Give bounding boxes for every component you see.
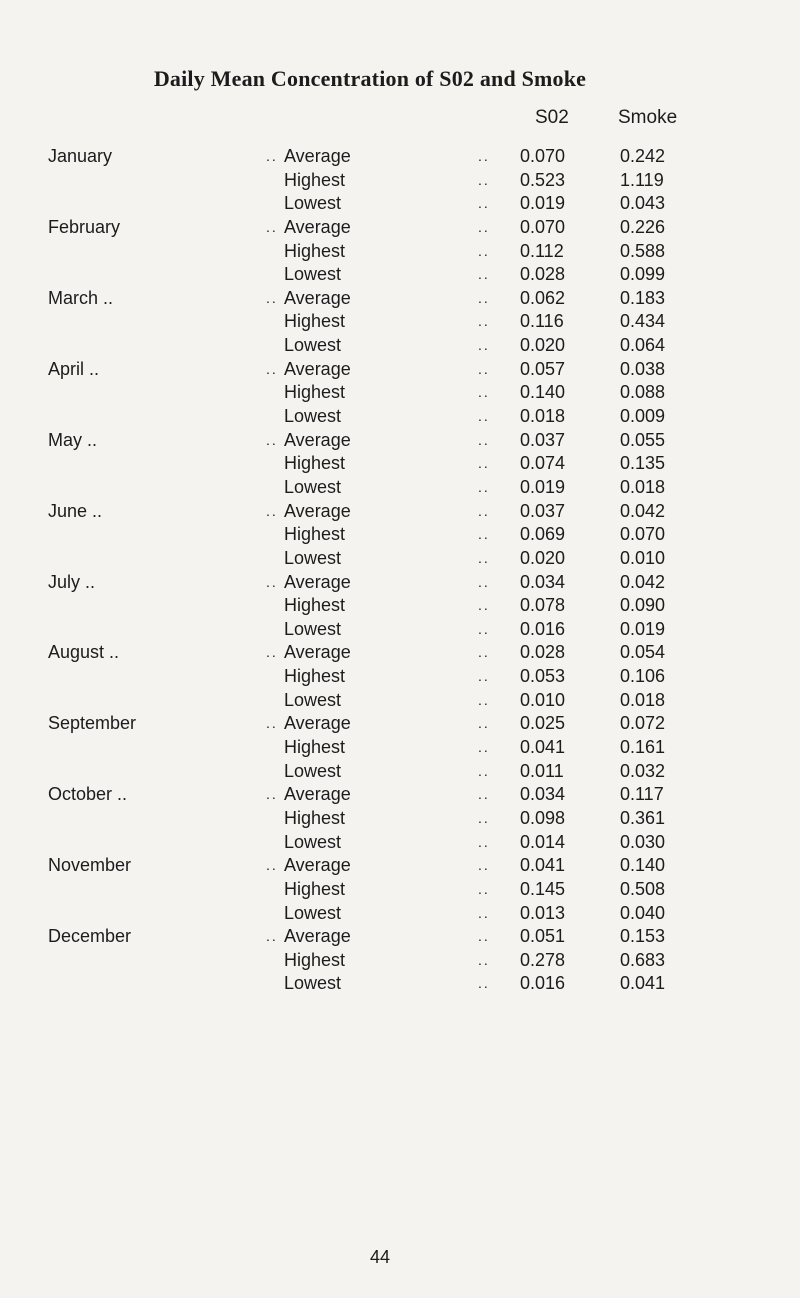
- table-row: [0, 618, 800, 642]
- statistic-label: Lowest: [284, 406, 342, 427]
- so2-value: 0.016: [520, 973, 566, 994]
- table-row: [0, 736, 800, 760]
- statistic-label: Average: [284, 642, 351, 663]
- smoke-value: 0.106: [620, 666, 666, 687]
- table-row: [0, 381, 800, 405]
- table-row: [0, 571, 800, 595]
- page-number: 44: [369, 1247, 391, 1267]
- leader-dots: ..: [266, 431, 278, 448]
- smoke-value: 0.090: [620, 595, 666, 616]
- so2-value: 0.062: [520, 287, 566, 308]
- leader-dots: ..: [478, 218, 490, 235]
- so2-value: 0.070: [520, 146, 566, 166]
- leader-dots: ..: [478, 526, 490, 543]
- so2-value: 0.112: [520, 240, 564, 261]
- leader-dots: ..: [478, 597, 490, 614]
- leader-dots: ..: [478, 478, 490, 495]
- table-row: [0, 854, 800, 878]
- leader-dots: ..: [478, 857, 490, 874]
- smoke-value: 0.070: [620, 524, 666, 545]
- so2-value: 0.116: [520, 311, 564, 332]
- leader-dots: ..: [478, 904, 490, 921]
- statistic-label: Highest: [284, 737, 346, 758]
- leader-dots: ..: [478, 502, 490, 519]
- smoke-value: 0.135: [620, 453, 666, 474]
- smoke-value: 0.088: [620, 382, 666, 403]
- smoke-value: 0.361: [620, 807, 666, 828]
- leader-dots: ..: [266, 644, 278, 661]
- month-label: May ..: [48, 429, 98, 450]
- so2-value: 0.037: [520, 429, 566, 450]
- leader-dots: ..: [478, 668, 490, 685]
- table-row: [0, 594, 800, 618]
- table-row: [0, 949, 800, 973]
- table-row: [0, 760, 800, 784]
- statistic-label: Highest: [284, 878, 346, 899]
- month-label: July ..: [48, 571, 96, 592]
- table-row: [0, 263, 800, 287]
- table-row: [0, 807, 800, 831]
- statistic-label: Highest: [284, 807, 346, 828]
- leader-dots: ..: [478, 148, 490, 164]
- statistic-label: Average: [284, 571, 351, 592]
- so2-value: 0.013: [520, 902, 566, 923]
- table-row: [0, 783, 800, 807]
- column-header-so2: S02: [535, 107, 569, 128]
- table-row: [0, 925, 800, 949]
- statistic-label: Lowest: [284, 973, 342, 994]
- smoke-value: 0.183: [620, 287, 666, 308]
- statistic-label: Average: [284, 926, 351, 947]
- so2-value: 0.019: [520, 476, 566, 497]
- leader-dots: ..: [478, 691, 490, 708]
- smoke-value: 0.032: [620, 760, 666, 781]
- smoke-value: 0.099: [620, 264, 666, 285]
- smoke-value: 0.054: [620, 642, 666, 663]
- leader-dots: ..: [266, 218, 278, 235]
- table-row: [0, 334, 800, 358]
- leader-dots: ..: [478, 455, 490, 472]
- table-row: [0, 405, 800, 429]
- smoke-value: 0.226: [620, 216, 666, 237]
- leader-dots: ..: [478, 384, 490, 401]
- table-row: [0, 192, 800, 216]
- table-row: [0, 476, 800, 500]
- smoke-value: 0.683: [620, 949, 666, 970]
- table-row: [0, 902, 800, 926]
- smoke-value: 1.119: [620, 169, 664, 190]
- smoke-value: 0.508: [620, 878, 666, 899]
- leader-dots: ..: [478, 313, 490, 330]
- leader-dots: ..: [478, 644, 490, 661]
- leader-dots: ..: [266, 928, 278, 945]
- statistic-label: Lowest: [284, 902, 342, 923]
- month-label: November: [48, 855, 132, 876]
- smoke-value: 0.042: [620, 500, 666, 521]
- month-label: February: [48, 216, 121, 237]
- so2-value: 0.025: [520, 713, 566, 734]
- leader-dots: ..: [478, 809, 490, 826]
- so2-value: 0.041: [520, 737, 566, 758]
- leader-dots: ..: [266, 857, 278, 874]
- so2-value: 0.034: [520, 571, 566, 592]
- statistic-label: Average: [284, 855, 351, 876]
- so2-value: 0.074: [520, 453, 566, 474]
- concentration-table: [0, 145, 800, 996]
- month-label: September: [48, 713, 137, 734]
- table-row: [0, 689, 800, 713]
- table-row: [0, 641, 800, 665]
- smoke-value: 0.018: [620, 476, 666, 497]
- leader-dots: ..: [478, 928, 490, 945]
- leader-dots: ..: [478, 715, 490, 732]
- statistic-label: Lowest: [284, 831, 342, 852]
- smoke-value: 0.588: [620, 240, 666, 261]
- so2-value: 0.041: [520, 855, 566, 876]
- leader-dots: ..: [478, 337, 490, 354]
- so2-value: 0.020: [520, 335, 566, 356]
- so2-value: 0.020: [520, 547, 566, 568]
- table-row: [0, 287, 800, 311]
- leader-dots: ..: [266, 148, 278, 164]
- table-row: [0, 523, 800, 547]
- smoke-value: 0.242: [620, 146, 666, 166]
- statistic-label: Average: [284, 146, 351, 166]
- leader-dots: ..: [266, 715, 278, 732]
- statistic-label: Highest: [284, 595, 346, 616]
- so2-value: 0.010: [520, 689, 566, 710]
- smoke-value: 0.042: [620, 571, 666, 592]
- so2-value: 0.011: [520, 760, 564, 781]
- so2-value: 0.078: [520, 595, 566, 616]
- leader-dots: ..: [266, 502, 278, 519]
- smoke-value: 0.161: [620, 737, 666, 758]
- smoke-value: 0.043: [620, 193, 666, 214]
- month-label: June ..: [48, 500, 103, 521]
- month-label: August ..: [48, 642, 120, 663]
- so2-value: 0.019: [520, 193, 566, 214]
- smoke-value: 0.072: [620, 713, 666, 734]
- so2-value: 0.278: [520, 949, 566, 970]
- statistic-label: Average: [284, 287, 351, 308]
- month-label: April ..: [48, 358, 100, 379]
- smoke-value: 0.434: [620, 311, 666, 332]
- so2-value: 0.028: [520, 264, 566, 285]
- leader-dots: ..: [266, 573, 278, 590]
- statistic-label: Highest: [284, 524, 346, 545]
- statistic-label: Highest: [284, 453, 346, 474]
- so2-value: 0.140: [520, 382, 566, 403]
- table-row: [0, 500, 800, 524]
- so2-value: 0.098: [520, 807, 566, 828]
- leader-dots: ..: [478, 833, 490, 850]
- smoke-value: 0.140: [620, 855, 666, 876]
- month-label: January: [48, 146, 113, 166]
- leader-dots: ..: [478, 266, 490, 283]
- table-row: [0, 831, 800, 855]
- statistic-label: Lowest: [284, 193, 342, 214]
- smoke-value: 0.030: [620, 831, 666, 852]
- leader-dots: ..: [478, 951, 490, 968]
- table-row: [0, 240, 800, 264]
- smoke-value: 0.010: [620, 547, 666, 568]
- table-row: [0, 145, 800, 169]
- table-row: [0, 310, 800, 334]
- statistic-label: Average: [284, 358, 351, 379]
- leader-dots: ..: [266, 786, 278, 803]
- so2-value: 0.014: [520, 831, 566, 852]
- table-row: [0, 665, 800, 689]
- statistic-label: Lowest: [284, 264, 342, 285]
- leader-dots: ..: [478, 975, 490, 992]
- so2-value: 0.016: [520, 618, 566, 639]
- statistic-label: Average: [284, 216, 351, 237]
- leader-dots: ..: [266, 289, 278, 306]
- column-header-smoke: Smoke: [618, 107, 678, 128]
- leader-dots: ..: [478, 573, 490, 590]
- leader-dots: ..: [478, 195, 490, 212]
- so2-value: 0.028: [520, 642, 566, 663]
- smoke-value: 0.041: [620, 973, 666, 994]
- table-row: [0, 547, 800, 571]
- smoke-value: 0.064: [620, 335, 666, 356]
- leader-dots: ..: [478, 289, 490, 306]
- table-row: [0, 169, 800, 193]
- leader-dots: ..: [478, 408, 490, 425]
- statistic-label: Lowest: [284, 689, 342, 710]
- so2-value: 0.051: [520, 926, 566, 947]
- statistic-label: Highest: [284, 382, 346, 403]
- so2-value: 0.523: [520, 169, 566, 190]
- page-title: Daily Mean Concentration of S02 and Smoke: [153, 66, 587, 91]
- statistic-label: Average: [284, 429, 351, 450]
- so2-value: 0.057: [520, 358, 566, 379]
- smoke-value: 0.009: [620, 406, 666, 427]
- statistic-label: Average: [284, 500, 351, 521]
- so2-value: 0.037: [520, 500, 566, 521]
- statistic-label: Highest: [284, 949, 346, 970]
- statistic-label: Lowest: [284, 760, 342, 781]
- leader-dots: ..: [478, 739, 490, 756]
- statistic-label: Lowest: [284, 335, 342, 356]
- leader-dots: ..: [266, 360, 278, 377]
- so2-value: 0.018: [520, 406, 566, 427]
- so2-value: 0.070: [520, 216, 566, 237]
- leader-dots: ..: [478, 360, 490, 377]
- table-row: [0, 972, 800, 996]
- smoke-value: 0.038: [620, 358, 666, 379]
- table-row: [0, 429, 800, 453]
- table-row: [0, 878, 800, 902]
- table-row: [0, 452, 800, 476]
- statistic-label: Lowest: [284, 618, 342, 639]
- table-row: [0, 216, 800, 240]
- smoke-value: 0.055: [620, 429, 666, 450]
- table-row: [0, 358, 800, 382]
- statistic-label: Highest: [284, 240, 346, 261]
- statistic-label: Highest: [284, 169, 346, 190]
- smoke-value: 0.019: [620, 618, 666, 639]
- statistic-label: Highest: [284, 666, 346, 687]
- statistic-label: Lowest: [284, 547, 342, 568]
- statistic-label: Highest: [284, 311, 346, 332]
- so2-value: 0.034: [520, 784, 566, 805]
- so2-value: 0.145: [520, 878, 566, 899]
- month-label: March ..: [48, 287, 114, 308]
- leader-dots: ..: [478, 431, 490, 448]
- month-label: October ..: [48, 784, 128, 805]
- leader-dots: ..: [478, 786, 490, 803]
- month-label: December: [48, 926, 132, 947]
- statistic-label: Average: [284, 713, 351, 734]
- leader-dots: ..: [478, 171, 490, 188]
- leader-dots: ..: [478, 549, 490, 566]
- smoke-value: 0.153: [620, 926, 666, 947]
- leader-dots: ..: [478, 762, 490, 779]
- leader-dots: ..: [478, 880, 490, 897]
- so2-value: 0.069: [520, 524, 566, 545]
- leader-dots: ..: [478, 242, 490, 259]
- smoke-value: 0.018: [620, 689, 666, 710]
- so2-value: 0.053: [520, 666, 566, 687]
- smoke-value: 0.040: [620, 902, 666, 923]
- smoke-value: 0.117: [620, 784, 664, 805]
- table-row: [0, 712, 800, 736]
- statistic-label: Lowest: [284, 476, 342, 497]
- leader-dots: ..: [478, 620, 490, 637]
- statistic-label: Average: [284, 784, 351, 805]
